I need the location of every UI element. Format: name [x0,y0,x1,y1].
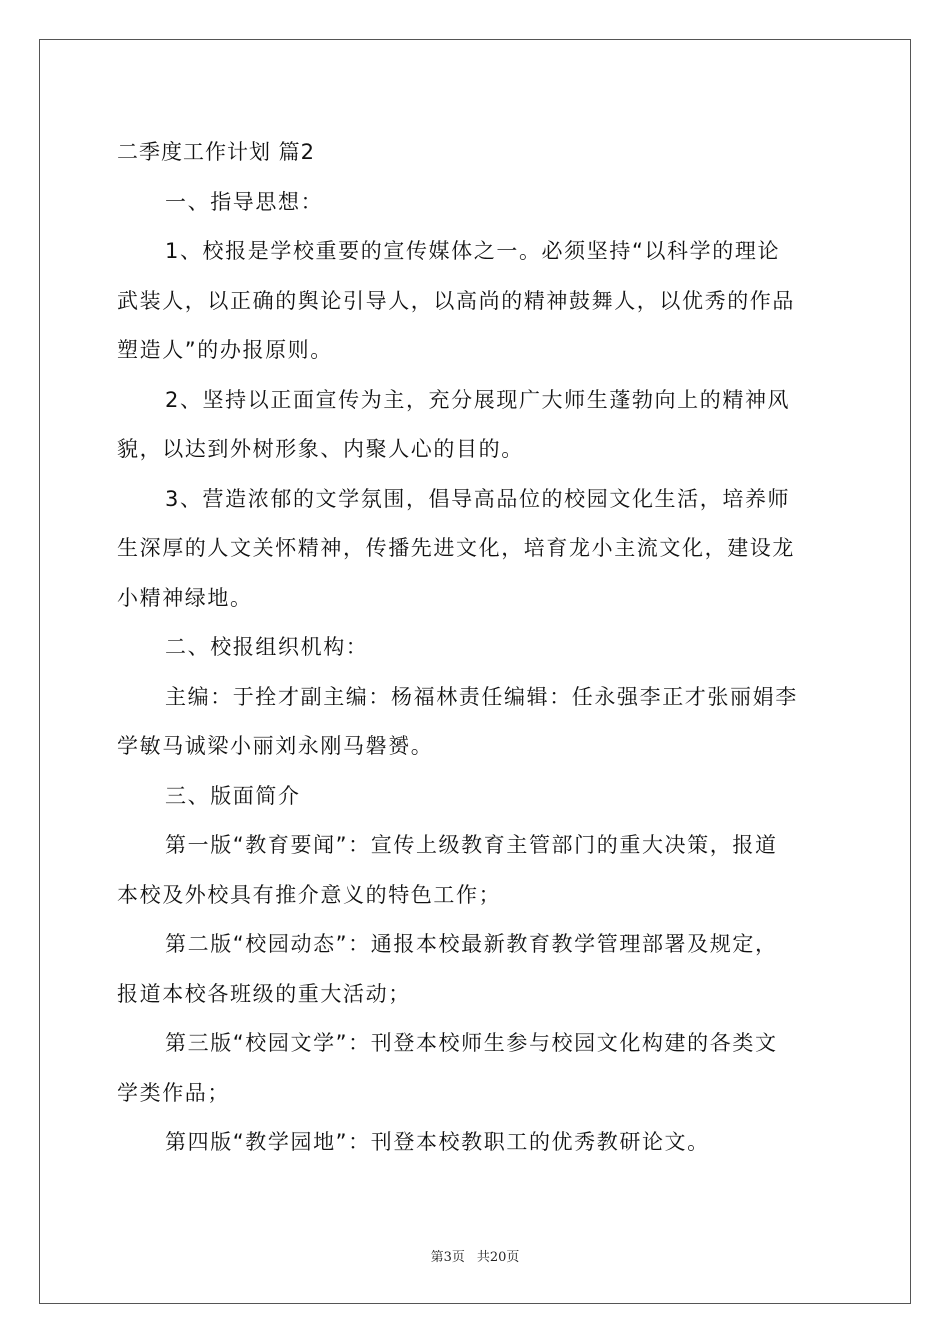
paragraph-line: 1、校报是学校重要的宣传媒体之一。必须坚持“以科学的理论 [165,239,781,263]
paragraph-line: 生深厚的人文关怀精神，传播先进文化，培育龙小主流文化，建设龙 [117,536,795,560]
page-number-current: 第3页 [430,1250,465,1265]
document-body [117,128,833,1168]
document-heading: 二季度工作计划 篇2 [117,140,316,164]
paragraph-line: 学类作品； [117,1080,230,1105]
paragraph-line: 第四版“教学园地”：刊登本校教职工的优秀教研论文。 [165,1130,710,1154]
paragraph-line: 武装人，以正确的舆论引导人，以高尚的精神鼓舞人，以优秀的作品 [117,288,795,313]
paragraph-line: 小精神绿地。 [117,585,253,610]
section-heading-guiding-ideology: 一、指导思想： [165,189,324,214]
paragraph-line: 主编：于拴才副主编：杨福林责任编辑：任永强李正才张丽娟李 [165,684,798,709]
paragraph-line: 貌，以达到外树形象、内聚人心的目的。 [117,437,524,461]
page-footer [0,1246,950,1265]
paragraph-line: 本校及外校具有推介意义的特色工作； [117,882,502,907]
paragraph-line: 塑造人”的办报原则。 [117,338,333,362]
paragraph-line: 3、营造浓郁的文学氛围，倡导高品位的校园文化生活，培养师 [165,486,791,511]
paragraph-line: 学敏马诚梁小丽刘永刚马磐赟。 [117,734,434,758]
paragraph-line: 第三版“校园文学”：刊登本校师生参与校园文化构建的各类文 [165,1031,778,1055]
paragraph-line: 2、坚持以正面宣传为主，充分展现广大师生蓬勃向上的精神风 [165,387,791,412]
section-heading-layout-intro: 三、版面简介 [165,783,301,808]
section-heading-organization: 二、校报组织机构： [165,635,369,659]
paragraph-line: 第二版“校园动态”：通报本校最新教育教学管理部署及规定， [165,932,778,956]
page-number-total: 共20页 [476,1250,520,1265]
paragraph-line: 第一版“教育要闻”：宣传上级教育主管部门的重大决策，报道 [165,833,778,857]
paragraph-line: 报道本校各班级的重大活动； [117,981,411,1006]
